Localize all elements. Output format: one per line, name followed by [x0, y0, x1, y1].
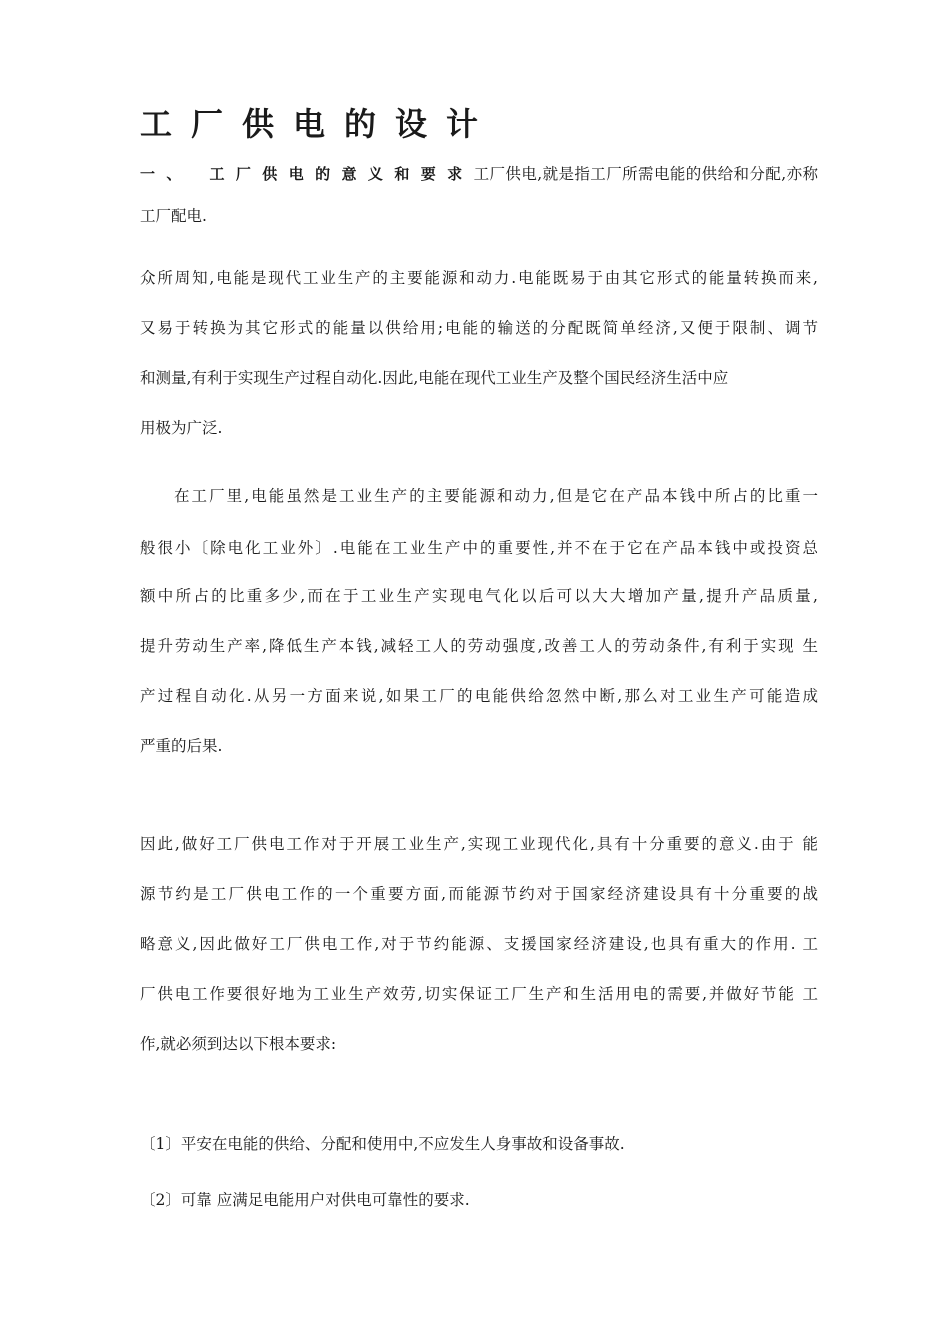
paragraph-2-line: 在工厂里,电能虽然是工业生产的主要能源和动力,但是它在产品本钱中所占的比重一 [174, 487, 818, 505]
requirement-item: 〔1〕平安在电能的供给、分配和使用中,不应发生人身事故和设备事故. [140, 1135, 625, 1153]
paragraph-2-line: 严重的后果. [140, 737, 223, 755]
paragraph-1-line: 众所周知,电能是现代工业生产的主要能源和动力.电能既易于由其它形式的能量转换而来, [140, 269, 818, 287]
paragraph-2-line: 产过程自动化.从另一方面来说,如果工厂的电能供给忽然中断,那么对工业生产可能造成 [140, 687, 818, 705]
document-page [140, 0, 818, 1344]
paragraph-3-line: 略意义,因此做好工厂供电工作,对于节约能源、支援国家经济建设,也具有重大的作用. 工 [140, 935, 818, 953]
section-intro-text: 工厂供电,就是指工厂所需电能的供给和分配,亦称 [473, 165, 818, 183]
section-intro-line: 工厂配电. [140, 207, 207, 225]
paragraph-3-line: 源节约是工厂供电工作的一个重要方面,而能源节约对于国家经济建设具有十分重要的战 [140, 885, 818, 903]
paragraph-3-line: 作,就必须到达以下根本要求: [140, 1035, 337, 1053]
requirement-item: 〔2〕可靠 应满足电能用户对供电可靠性的要求. [140, 1191, 470, 1209]
paragraph-2-line: 提升劳动生产率,降低生产本钱,减轻工人的劳动强度,改善工人的劳动条件,有利于实现 生 [140, 637, 818, 655]
section-heading: 一、 工厂供电的意义和要求 [140, 165, 474, 183]
paragraph-3-line: 厂供电工作要很好地为工业生产效劳,切实保证工厂生产和生活用电的需要,并做好节能 工 [140, 985, 818, 1003]
paragraph-1-line: 用极为广泛. [140, 419, 223, 437]
paragraph-1-line: 又易于转换为其它形式的能量以供给用;电能的输送的分配既简单经济,又便于限制、调节 [140, 319, 818, 337]
paragraph-2-line: 般很小〔除电化工业外〕.电能在工业生产中的重要性,并不在于它在产品本钱中或投资总 [140, 539, 818, 557]
section-heading-line [140, 162, 818, 186]
paragraph-2-line: 额中所占的比重多少,而在于工业生产实现电气化以后可以大大增加产量,提升产品质量, [140, 587, 818, 605]
paragraph-3-line: 因此,做好工厂供电工作对于开展工业生产,实现工业现代化,具有十分重要的意义.由于 能 [140, 835, 818, 853]
document-title: 工厂供电的设计 [140, 105, 498, 143]
paragraph-1-line: 和测量,有利于实现生产过程自动化.因此,电能在现代工业生产及整个国民经济生活中应 [140, 369, 729, 387]
